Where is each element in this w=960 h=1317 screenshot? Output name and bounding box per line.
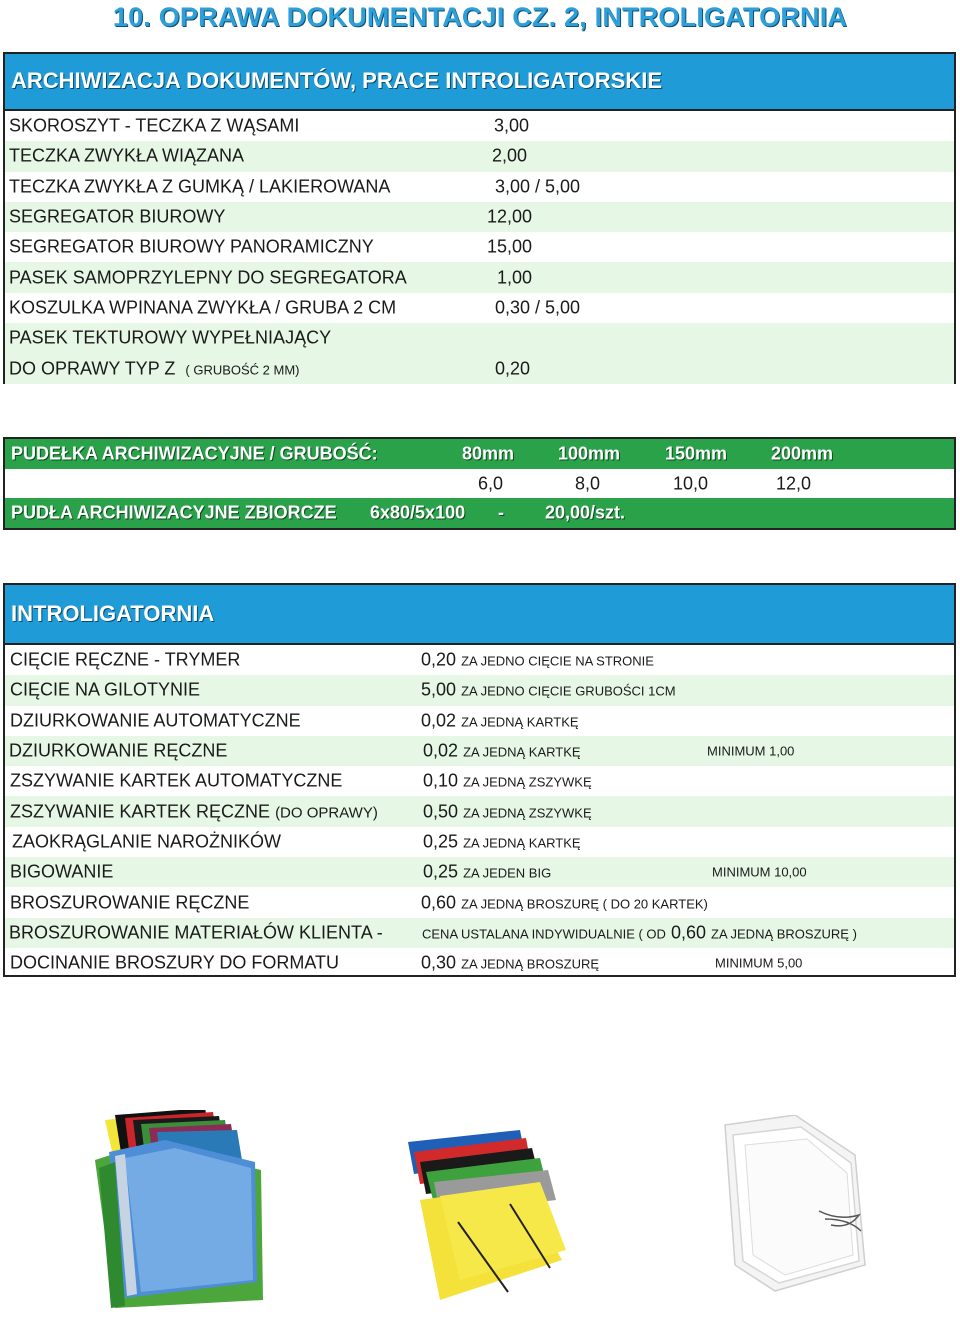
service-price-group: [423, 771, 592, 792]
boxes-price-row: [5, 469, 954, 498]
archive-row: [5, 323, 954, 353]
archive-row: [5, 111, 954, 141]
bindery-row: [5, 948, 954, 978]
item-price: 2,00: [492, 145, 528, 166]
service-price: 5,00: [421, 679, 457, 700]
service-name: BROSZUROWANIE MATERIAŁÓW KLIENTA -: [9, 922, 383, 943]
item-name: KOSZULKA WPINANA ZWYKŁA / GRUBA 2 CM: [9, 297, 397, 318]
service-pre: CENA USTALANA INDYWIDUALNIE ( OD: [422, 926, 666, 942]
bindery-header-label: INTROLIGATORNIA: [11, 601, 215, 626]
service-price-group: [423, 801, 592, 822]
service-price: 0,02: [421, 710, 457, 731]
archive-row: [5, 262, 954, 292]
item-name: SEGREGATOR BIUROWY: [9, 206, 226, 227]
bulk-dash: -: [498, 502, 504, 523]
service-price: 0,25: [423, 831, 459, 852]
bulk-size: 6x80/5x100: [370, 502, 466, 523]
item-name: DO OPRAWY TYP Z: [9, 358, 176, 379]
item-price: 0,20: [495, 358, 531, 379]
bindery-header: [5, 585, 954, 645]
service-price: 0,60: [421, 892, 457, 913]
archive-boxes-section: [3, 437, 956, 530]
transparent-folders-image: [85, 1110, 275, 1310]
service-name: DZIURKOWANIE AUTOMATYCZNE: [10, 710, 301, 731]
white-tied-folders-image: [715, 1115, 875, 1295]
box-price: 10,0: [673, 473, 709, 493]
service-price: 0,20: [421, 649, 457, 670]
service-desc: ZA JEDNĄ BROSZURĘ: [461, 956, 600, 972]
bindery-row: [5, 645, 954, 675]
box-price: 8,0: [575, 473, 601, 493]
bindery-row: [5, 887, 954, 917]
service-desc: ZA JEDNO CIĘCIE NA STRONIE: [461, 653, 654, 669]
item-name: PASEK TEKTUROWY WYPEŁNIAJĄCY: [9, 327, 332, 348]
item-price: 12,00: [487, 206, 533, 227]
service-minimum: MINIMUM 1,00: [707, 743, 795, 759]
item-name: PASEK SAMOPRZYLEPNY DO SEGREGATORA: [9, 267, 407, 288]
service-price: 0,25: [423, 861, 459, 882]
box-size: 200mm: [771, 443, 834, 464]
service-desc: ZA JEDNĄ ZSZYWKĘ: [463, 774, 592, 790]
service-price: 0,50: [423, 801, 459, 822]
service-desc: ZA JEDNĄ BROSZURĘ ): [711, 926, 857, 942]
item-price: 0,30 / 5,00: [495, 297, 581, 318]
item-name: SKOROSZYT - TECZKA Z WĄSAMI: [9, 115, 300, 136]
service-price-group: [421, 680, 676, 701]
service-desc: ZA JEDNO CIĘCIE GRUBOŚCI 1CM: [461, 683, 676, 699]
item-price: 3,00: [494, 115, 530, 136]
service-minimum: MINIMUM 5,00: [715, 955, 803, 971]
elastic-folders-image: [400, 1130, 580, 1310]
service-name: ZSZYWANIE KARTEK RĘCZNE: [10, 801, 271, 822]
service-price: 0,10: [423, 770, 459, 791]
bindery-row: [5, 766, 954, 796]
item-price: 15,00: [487, 236, 533, 257]
service-price-group: [423, 741, 581, 762]
service-name: BIGOWANIE: [10, 861, 114, 882]
service-name: DOCINANIE BROSZURY DO FORMATU: [10, 952, 340, 973]
service-name: BROSZUROWANIE RĘCZNE: [10, 892, 250, 913]
service-price-group: [421, 650, 654, 671]
service-price-group: [421, 710, 579, 731]
box-size: 100mm: [558, 443, 621, 464]
item-price: 3,00 / 5,00: [495, 176, 581, 197]
service-desc: ZA JEDNĄ KARTKĘ: [463, 744, 581, 760]
service-price-group: [421, 892, 708, 913]
service-desc: ZA JEDNĄ KARTKĘ: [463, 835, 581, 851]
item-note: ( GRUBOŚĆ 2 MM): [185, 362, 300, 378]
service-name: CIĘCIE NA GILOTYNIE: [10, 679, 201, 700]
box-size: 80mm: [462, 443, 515, 464]
service-name-note: (DO OPRAWY): [275, 804, 378, 822]
service-price: 0,02: [423, 740, 459, 761]
service-price: 0,30: [421, 952, 457, 973]
archive-row: [5, 172, 954, 202]
item-price: 1,00: [497, 267, 533, 288]
bindery-row: [5, 736, 954, 766]
item-name: TECZKA ZWYKŁA Z GUMKĄ / LAKIEROWANA: [9, 176, 391, 197]
archive-section: [3, 52, 956, 384]
bulk-label: PUDŁA ARCHIWIZACYJNE ZBIORCZE: [11, 502, 337, 523]
archive-row: [5, 293, 954, 323]
service-name: DZIURKOWANIE RĘCZNE: [9, 740, 228, 761]
service-desc: ZA JEDEN BIG: [463, 865, 552, 881]
bindery-row: [5, 918, 954, 948]
bindery-row: [5, 857, 954, 887]
box-price: 12,0: [776, 473, 812, 493]
service-minimum: MINIMUM 10,00: [712, 864, 807, 880]
archive-row: [5, 202, 954, 232]
bindery-row: [5, 796, 954, 826]
service-price: 0,60: [670, 922, 706, 943]
boxes-label: PUDEŁKA ARCHIWIZACYJNE / GRUBOŚĆ:: [11, 443, 378, 464]
service-desc: ZA JEDNĄ KARTKĘ: [461, 714, 579, 730]
service-name: ZSZYWANIE KARTEK AUTOMATYCZNE: [10, 770, 343, 791]
box-size: 150mm: [665, 443, 728, 464]
bindery-section: [3, 583, 956, 977]
archive-header-label: ARCHIWIZACJA DOKUMENTÓW, PRACE INTROLIGATORSKIE: [11, 68, 663, 93]
item-name-group: [9, 358, 300, 379]
boxes-bulk-row: [5, 498, 954, 528]
archive-row: [5, 141, 954, 171]
service-desc: ZA JEDNĄ ZSZYWKĘ: [463, 805, 592, 821]
item-name: SEGREGATOR BIUROWY PANORAMICZNY: [9, 236, 374, 257]
box-price: 6,0: [478, 473, 504, 493]
bindery-row: [5, 827, 954, 857]
bindery-row: [5, 706, 954, 736]
service-price-group: [421, 953, 599, 974]
archive-row: [5, 353, 954, 383]
archive-header: [5, 54, 954, 111]
service-name: CIĘCIE RĘCZNE - TRYMER: [10, 649, 241, 670]
service-desc: ZA JEDNĄ BROSZURĘ ( DO 20 KARTEK): [461, 896, 708, 912]
item-name: TECZKA ZWYKŁA WIĄZANA: [9, 145, 245, 166]
service-name-group: [10, 801, 378, 822]
bindery-row: [5, 675, 954, 705]
bulk-price: 20,00/szt.: [545, 502, 626, 523]
archive-row: [5, 232, 954, 262]
page-title: 10. OPRAWA DOKUMENTACJI CZ. 2, INTROLIGATORNIA: [112, 2, 848, 32]
service-name: ZAOKRĄGLANIE NAROŻNIKÓW: [12, 831, 282, 852]
service-price-group: [423, 862, 551, 883]
boxes-header-row: [5, 439, 954, 469]
service-price-group: [422, 922, 857, 943]
service-price-group: [423, 831, 581, 852]
